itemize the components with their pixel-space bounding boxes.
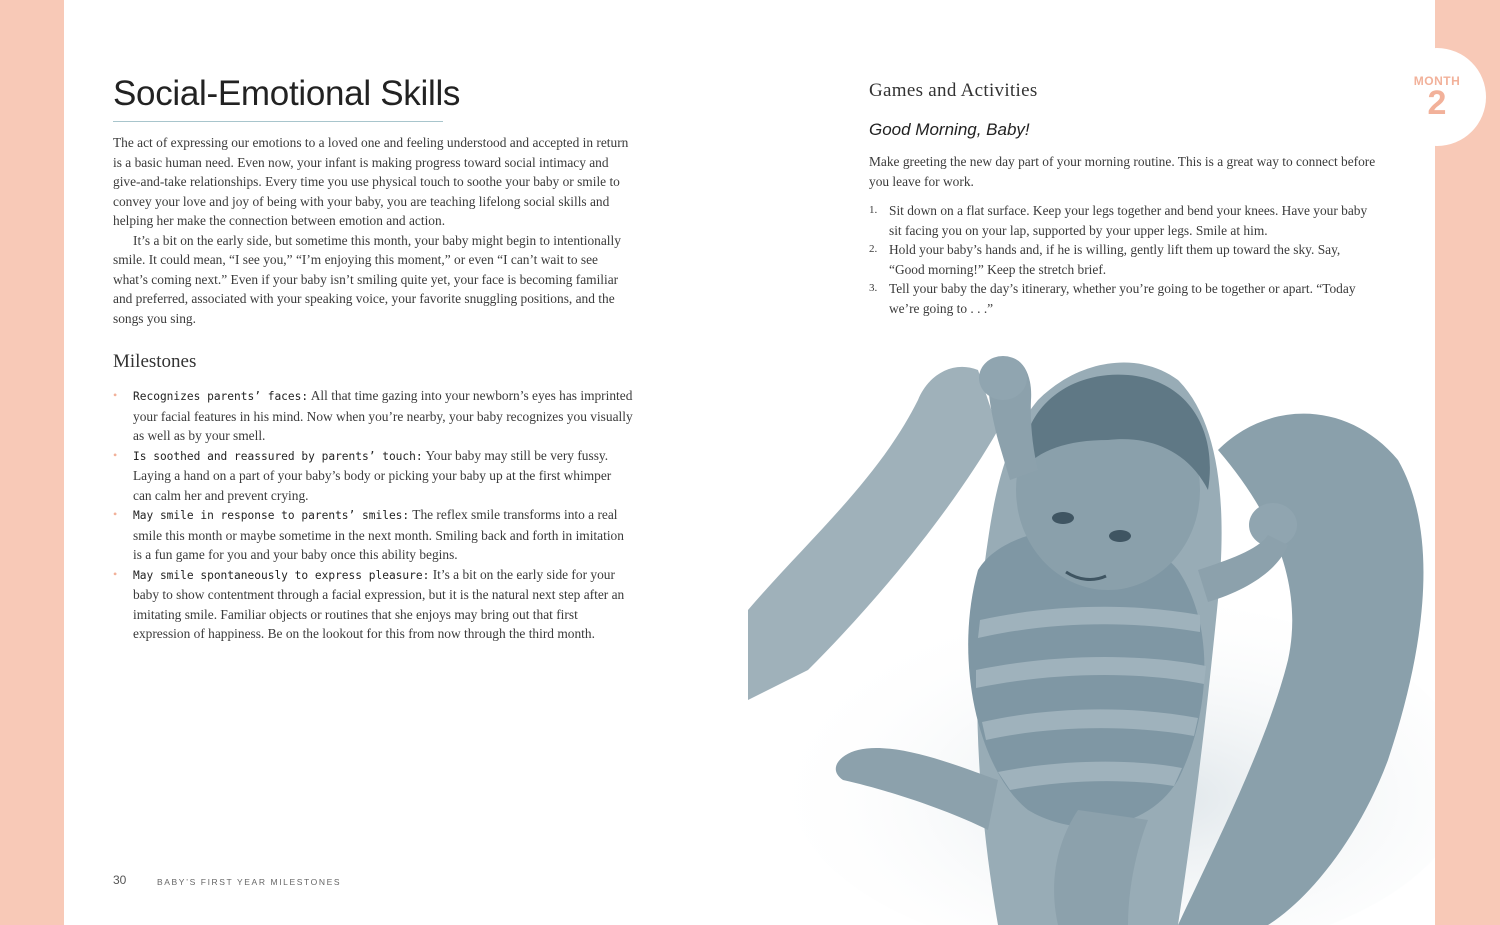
step-item: [869, 201, 1369, 240]
milestone-text: All that time gazing into your newborn’s eyes has imprinted your facial features in his mind. Now when you’re nearby, your baby recognizes you visually as well as by your smell.: [133, 388, 633, 443]
milestones-heading: Milestones: [113, 351, 197, 372]
step-text: Tell your baby the day’s itinerary, whether you’re going to be together or apart. “Today we’re going to . . .”: [889, 281, 1356, 316]
title-underline: [113, 121, 443, 122]
running-head: BABY’S FIRST YEAR MILESTONES: [157, 877, 342, 887]
milestone-text: It’s a bit on the early side for your baby to show contentment through a facial expression, but it is the natural next step after an imitating smile. Familiar objects or routines that she enjoys may bring out that first expression of happiness. Be on the lookout for this from now through the third month.: [133, 566, 625, 641]
step-text: Hold your baby’s hands and, if he is willing, gently lift them up toward the sky. Say, “Good morning!” Keep the stretch brief.: [889, 242, 1341, 277]
activity-steps: [869, 201, 1369, 318]
intro-paragraph-1: The act of expressing our emotions to a loved one and feeling understood and accepted in return is a basic human need. Even now, your infant is making progress toward social intimacy and give-and-take relationships. Every time you use physical touch to soothe your baby or smile to convey your love and joy of being with your baby, you are teaching lifelong social skills and helping her make the connection between emotion and action.: [113, 135, 629, 228]
milestones-list: [113, 386, 633, 644]
milestone-item: [113, 386, 633, 446]
milestone-term: May smile spontaneously to express pleasure:: [133, 568, 430, 582]
milestone-text: Your baby may still be very fussy. Laying a hand on a part of your baby’s body or picking your baby up at the first whimper can calm her and prevent crying.: [133, 447, 612, 503]
month-label: MONTH: [1413, 74, 1461, 88]
bullet-icon: •: [113, 507, 118, 521]
page-title: Social-Emotional Skills: [113, 74, 461, 113]
milestone-term: May smile in response to parents’ smiles:: [133, 509, 410, 522]
baby-eye-right: [1109, 530, 1131, 542]
baby-lap-illustration: [748, 340, 1435, 925]
page-number: 30: [113, 873, 127, 887]
step-text: Sit down on a flat surface. Keep your legs together and bend your knees. Have your baby sit facing you on your lap, supported by your upper legs. Smile at him.: [889, 203, 1368, 238]
month-tab: [1388, 48, 1486, 146]
baby-hand-left: [979, 356, 1027, 400]
activity-title: Good Morning, Baby!: [869, 120, 1030, 139]
step-number: 3.: [869, 282, 878, 294]
step-item: [869, 279, 1369, 318]
milestone-item: [113, 505, 633, 565]
intro-paragraph-2: It’s a bit on the early side, but sometime this month, your baby might begin to intentionally smile. It could mean, “I see you,” “I’m enjoying this moment,” or even “I can’t wait to see what’s coming next.” Even if your baby isn’t smiling quite yet, your face is becoming familiar and preferred, associated with your speaking voice, your favorite snuggling positions, and the songs you sing.: [113, 232, 621, 326]
bullet-icon: •: [113, 566, 118, 581]
bullet-icon: •: [113, 388, 118, 402]
bullet-icon: •: [113, 447, 118, 462]
milestone-term: Is soothed and reassured by parents’ touch:: [133, 449, 423, 463]
milestone-item: [113, 446, 633, 506]
milestone-item: [113, 565, 633, 644]
milestone-term: Recognizes parents’ faces:: [133, 390, 309, 403]
games-heading: Games and Activities: [869, 80, 1038, 101]
step-number: 1.: [869, 204, 878, 216]
intro-text: [113, 133, 633, 328]
milestone-text: The reflex smile transforms into a real smile this month or maybe sometime in the next month. Smiling back and forth in imitation is a fun game for you and your baby once this ability begins.: [133, 507, 624, 562]
baby-eye-left: [1052, 512, 1074, 524]
activity-intro: Make greeting the new day part of your morning routine. This is a great way to connect before you leave for work.: [869, 154, 1376, 189]
step-item: [869, 240, 1369, 279]
month-number: 2: [1427, 84, 1447, 122]
step-number: 2.: [869, 243, 878, 255]
book-spread: [64, 0, 1435, 925]
